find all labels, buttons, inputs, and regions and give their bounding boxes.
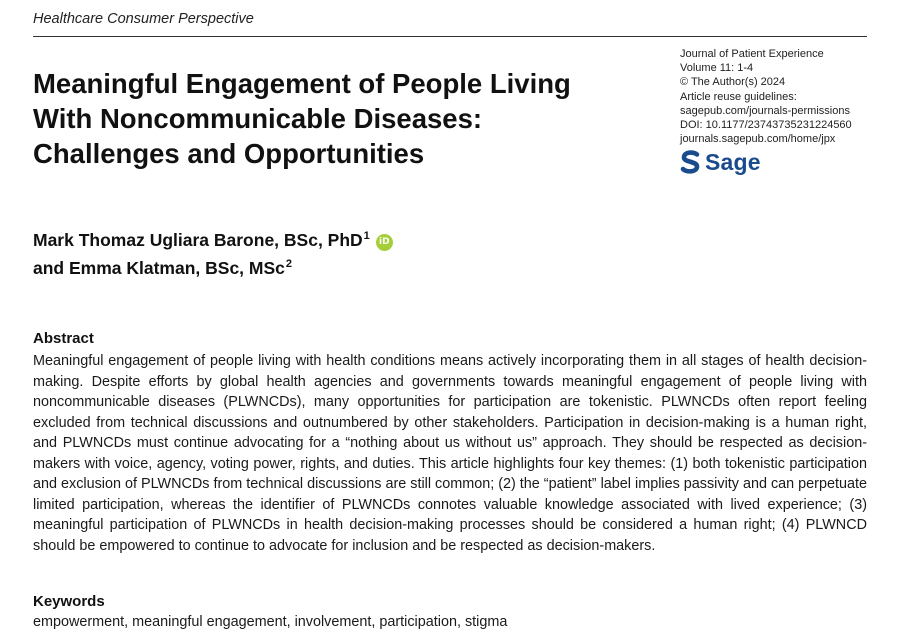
journal-volume: Volume 11: 1-4 xyxy=(680,62,754,75)
header-divider xyxy=(33,36,867,37)
article-title: Meaningful Engagement of People Living With Noncommunicable Diseases: Challenges and Opportunities xyxy=(33,68,571,169)
author-1 xyxy=(33,224,633,252)
author-1-affiliation: 1 xyxy=(363,230,370,242)
author-2 xyxy=(33,252,633,280)
author-list xyxy=(33,224,633,280)
orcid-icon[interactable]: iD xyxy=(376,234,393,251)
publisher-logo xyxy=(680,149,761,175)
keywords-heading: Keywords xyxy=(33,593,105,610)
journal-homepage-link[interactable]: journals.sagepub.com/home/jpx xyxy=(680,133,836,146)
keywords-text: empowerment, meaningful engagement, involvement, participation, stigma xyxy=(33,614,508,630)
publisher-name: Sage xyxy=(705,148,761,175)
abstract-text: Meaningful engagement of people living with health conditions means actively incorporating them in all stages of health decision-making. Despite efforts by global health agencies and governments towards meaningful engagement of people living with noncommunicable diseases (PLWNCDs), many opportunities for participation are tokenistic. PLWNCDs often report feeling excluded from technical discussions and outnumbered by other stakeholders. Participation in decision-making is a human right, and PLWNCDs must continue advocating for a “nothing about us without us” approach. They should be respected as decision-makers with voice, agency, voting power, rights, and duties. This article highlights four key themes: (1) both tokenistic participation and exclusion of PLWNCDs from technical discussions are still common; (2) the “patient” label implies passivity and can perpetuate limited participation, whereas the identifier of PLWNCDs connotes valuable knowledge associated with lived experience; (3) meaningful participation of PLWNCDs in health decision-making processes should be considered a human right; (4) PLWNCD should be empowered to continue to advocate for inclusion and be respected as decision-makers. xyxy=(33,353,867,554)
section-label: Healthcare Consumer Perspective xyxy=(33,11,254,27)
reuse-label: Article reuse guidelines: xyxy=(680,90,797,103)
author-2-affiliation: 2 xyxy=(285,258,293,270)
journal-copyright: © The Author(s) 2024 xyxy=(680,76,786,89)
journal-name: Journal of Patient Experience xyxy=(680,48,824,60)
permissions-link[interactable]: sagepub.com/journals-permissions xyxy=(680,104,850,117)
journal-info xyxy=(680,47,885,146)
author-2-name: and Emma Klatman, BSc, MSc xyxy=(33,258,285,278)
abstract-heading: Abstract xyxy=(33,330,94,347)
author-1-name: Mark Thomaz Ugliara Barone, BSc, PhD xyxy=(33,230,363,250)
doi-link[interactable]: DOI: 10.1177/23743735231224560 xyxy=(680,119,852,132)
sage-s-icon xyxy=(680,150,701,174)
